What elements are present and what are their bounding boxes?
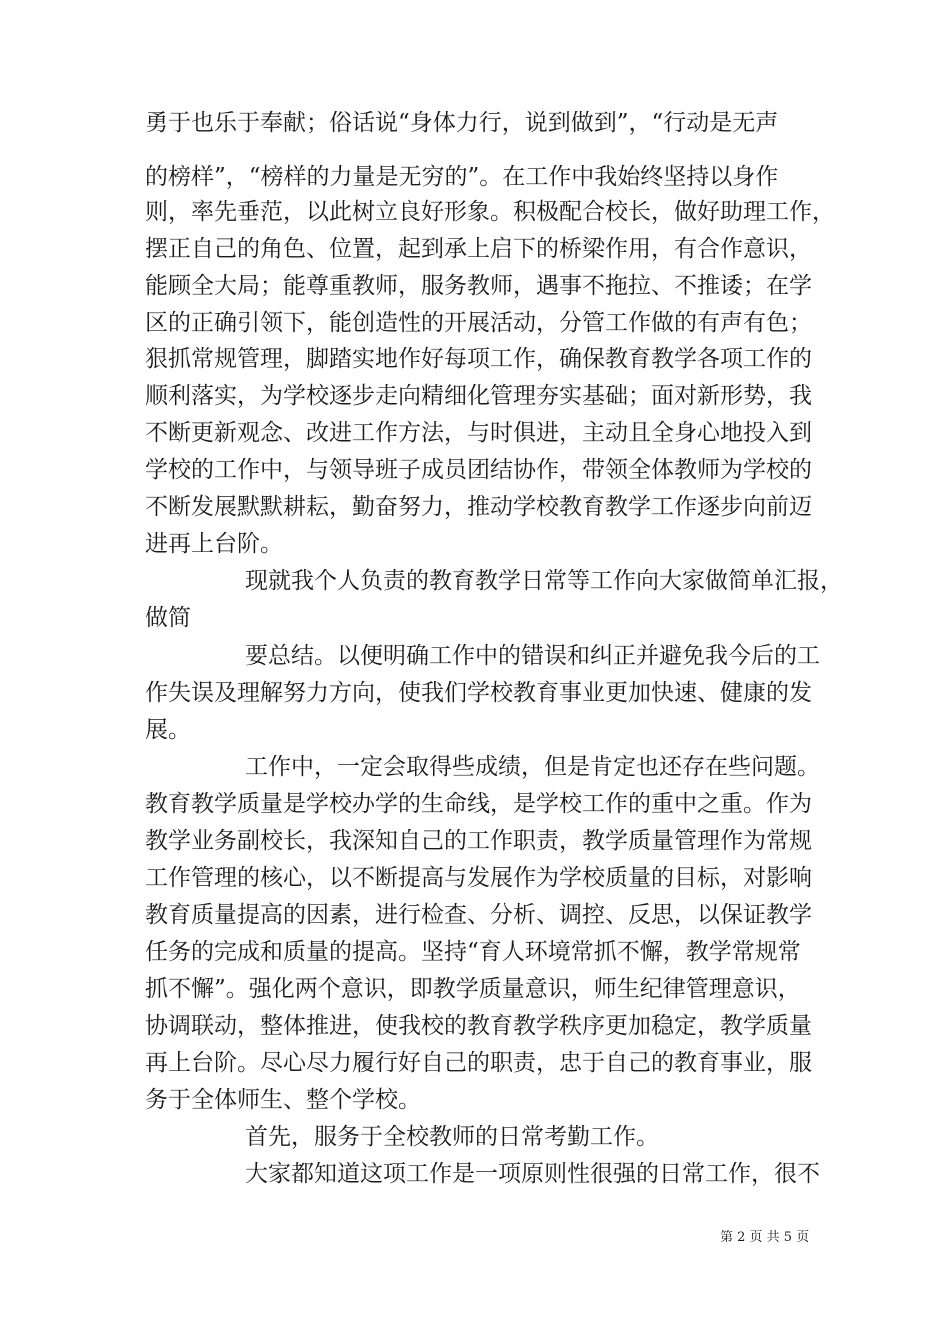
text-line: 工作管理的核心，以不断提高与发展作为学校质量的目标，对影响	[145, 865, 812, 891]
text-line: 再上台阶。尽心尽力履行好自己的职责，忠于自己的教育事业，服	[145, 1050, 812, 1076]
text-line: 做简	[145, 605, 191, 631]
text-line: 能顾全大局；能尊重教师，服务教师，遇事不拖拉、不推诿；在学	[145, 273, 812, 299]
text-line: 首先，服务于全校教师的日常考勤工作。	[245, 1124, 659, 1150]
text-line: 作失误及理解努力方向，使我们学校教育事业更加快速、健康的发	[145, 680, 812, 706]
text-line: 任务的完成和质量的提高。坚持“育人环境常抓不懈，教学常规常	[145, 939, 801, 965]
text-line: 进再上台阶。	[145, 531, 283, 557]
text-line: 的榜样”，“榜样的力量是无穷的”。在工作中我始终坚持以身作	[145, 164, 779, 190]
text-line: 勇于也乐于奉献；俗话说“身体力行，说到做到”，“行动是无声	[145, 110, 779, 136]
page-number: 第 2 页 共 5 页	[720, 1230, 810, 1245]
text-line: 则，率先垂范，以此树立良好形象。积极配合校长，做好助理工作，	[145, 199, 835, 225]
text-line: 狠抓常规管理，脚踏实地作好每项工作，确保教育教学各项工作的	[145, 346, 812, 372]
text-line: 教学业务副校长，我深知自己的工作职责，教学质量管理作为常规	[145, 828, 812, 854]
text-line: 工作中，一定会取得些成绩，但是肯定也还存在些问题。	[245, 754, 820, 780]
text-line: 大家都知道这项工作是一项原则性很强的日常工作，很不	[245, 1161, 820, 1187]
text-line: 协调联动，整体推进，使我校的教育教学秩序更加稳定，教学质量	[145, 1013, 812, 1039]
text-line: 教育质量提高的因素，进行检查、分析、调控、反思，以保证教学	[145, 902, 812, 928]
text-line: 现就我个人负责的教育教学日常等工作向大家做简单汇报，	[245, 568, 843, 594]
text-line: 教育教学质量是学校办学的生命线，是学校工作的重中之重。作为	[145, 791, 812, 817]
text-line: 要总结。以便明确工作中的错误和纠正并避免我今后的工	[245, 643, 820, 669]
text-line: 顺利落实，为学校逐步走向精细化管理夯实基础；面对新形势，我	[145, 383, 812, 409]
text-line: 学校的工作中，与领导班子成员团结协作，带领全体教师为学校的	[145, 457, 812, 483]
text-line: 务于全体师生、整个学校。	[145, 1087, 421, 1113]
text-line: 摆正自己的角色、位置，起到承上启下的桥梁作用，有合作意识，	[145, 236, 812, 262]
text-line: 区的正确引领下，能创造性的开展活动，分管工作做的有声有色；	[145, 310, 812, 336]
text-line: 不断更新观念、改进工作方法，与时俱进，主动且全身心地投入到	[145, 420, 812, 446]
text-line: 不断发展默默耕耘，勤奋努力，推动学校教育教学工作逐步向前迈	[145, 494, 812, 520]
text-line: 抓不懈”。强化两个意识，即教学质量意识，师生纪律管理意识，	[145, 976, 801, 1002]
text-line: 展。	[145, 717, 191, 743]
